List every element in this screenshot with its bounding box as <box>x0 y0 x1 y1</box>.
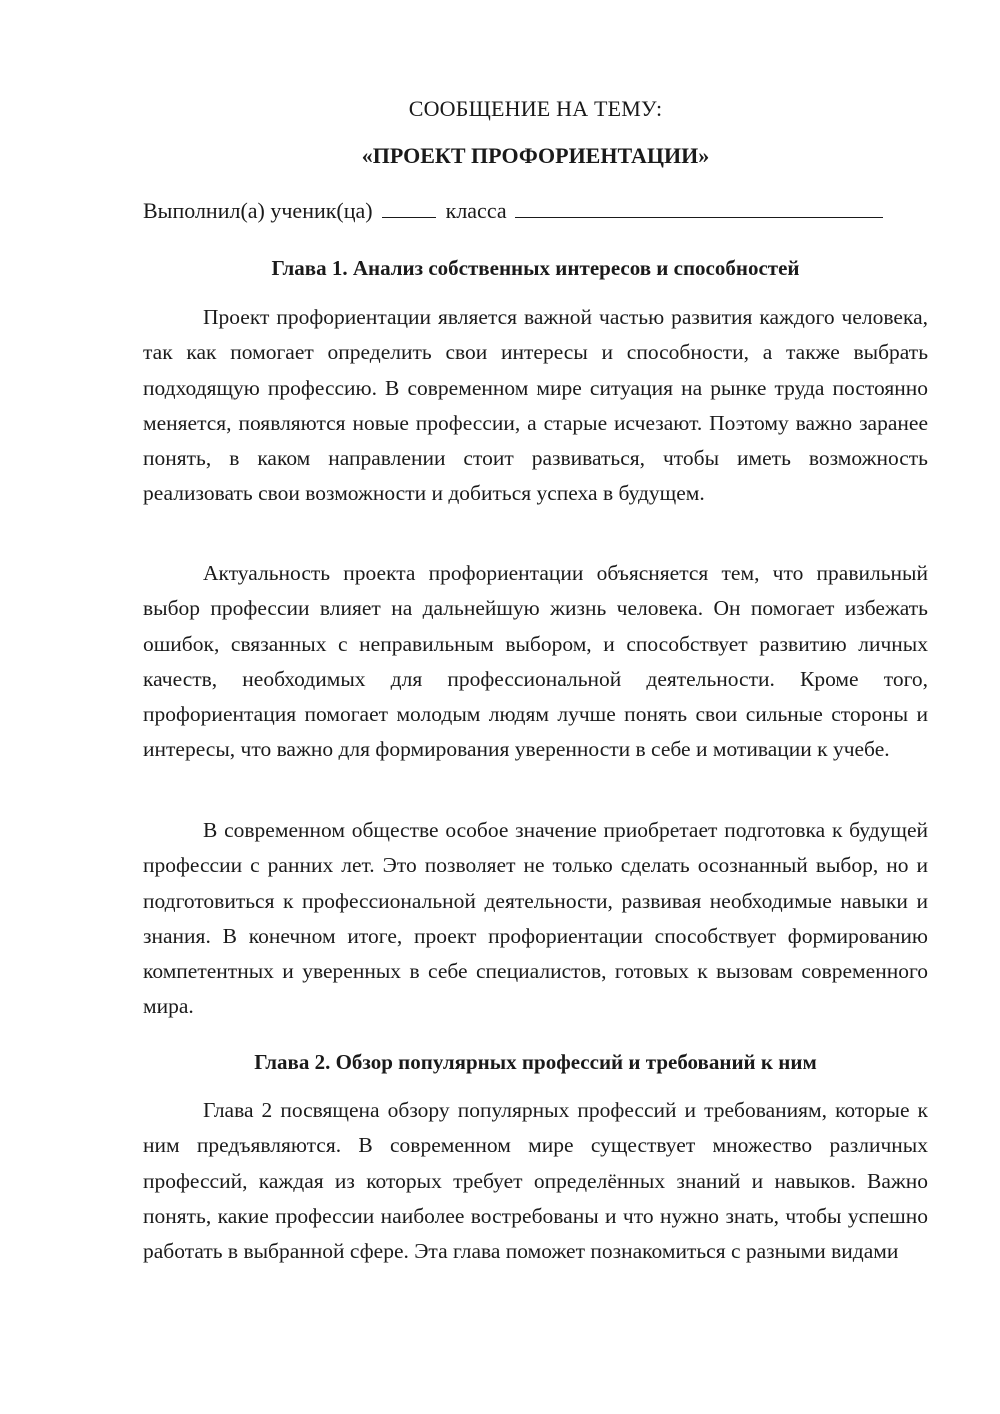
chapter1-heading: Глава 1. Анализ собственных интересов и способностей <box>271 256 800 280</box>
chapter2-heading: Глава 2. Обзор популярных профессий и требований к ним <box>254 1050 817 1074</box>
chapter1-paragraph-3: В современном обществе особое значение приобретает подготовка к будущей профессии с ранних лет. Это позволяет не только сделать осознанный выбор, но и подготовиться к профессиональной деятельности, развивая необходимые навыки и знания. В конечном итоге, проект профориентации способствует формированию компетентных и уверенных в себе специалистов, готовых к вызовам современного мира. <box>143 818 928 1019</box>
chapter1-paragraph-2: Актуальность проекта профориентации объясняется тем, что правильный выбор профессии влияет на дальнейшую жизнь человека. Он помогает избежать ошибок, связанных с неправильным выбором, и способствует развитию личных качеств, необходимых для профессиональной деятельности. Кроме того, профориентация помогает молодым людям лучше понять свои сильные стороны и интересы, что важно для формирования уверенности в себе и мотивации к учебе. <box>143 561 928 762</box>
author-label: Выполнил(а) ученик(ца) <box>143 198 373 223</box>
class-number-blank <box>382 199 436 218</box>
document-title-top: СООБЩЕНИЕ НА ТЕМУ: <box>408 96 663 121</box>
chapter1-paragraph-1: Проект профориентации является важной частью развития каждого человека, так как помогает определить свои интересы и способности, а также выбрать подходящую профессию. В современном мире ситуация на рынке труда постоянно меняется, появляются новые профессии, а старые исчезают. Поэтому важно заранее понять, в каком направлении стоит развиваться, чтобы иметь возможность реализовать свои возможности и добиться успеха в будущем. <box>143 305 928 506</box>
document-title-main: «ПРОЕКТ ПРОФОРИЕНТАЦИИ» <box>361 143 710 168</box>
chapter2-paragraph-1: Глава 2 посвящена обзору популярных профессий и требованиям, которые к ним предъявляются. В современном мире существует множество различных профессий, каждая из которых требует определённых знаний и навыков. Важно понять, какие профессии наиболее востребованы и что нужно знать, чтобы успешно работать в выбранной сфере. Эта глава поможет познакомиться с разными видами <box>143 1098 928 1264</box>
class-label: класса <box>445 198 507 223</box>
author-line <box>143 198 883 224</box>
name-blank <box>515 199 883 218</box>
